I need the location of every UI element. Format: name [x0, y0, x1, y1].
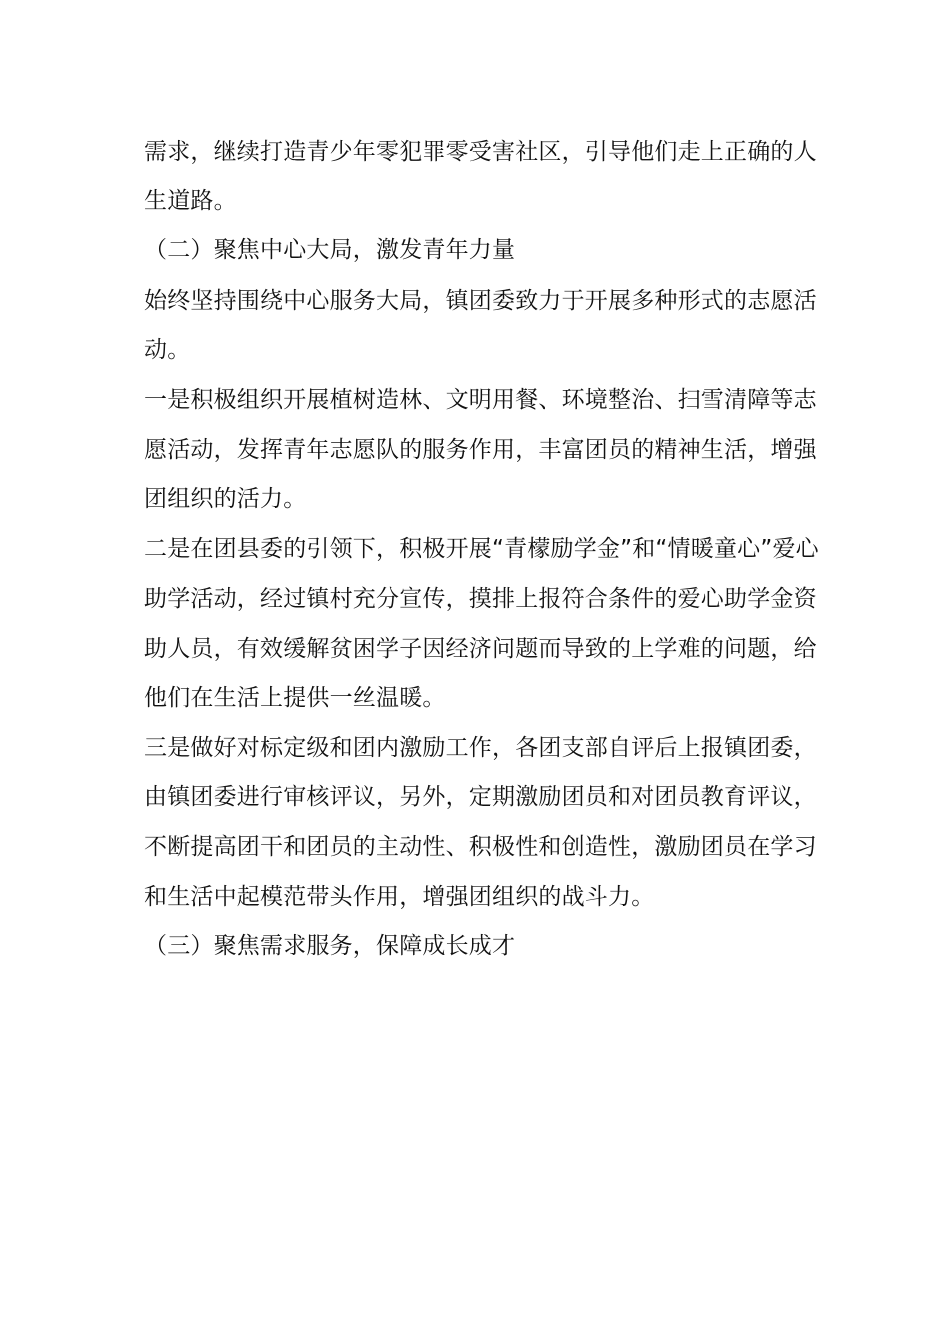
body-text-line: 愿活动，发挥青年志愿队的服务作用，丰富团员的精神生活，增强	[144, 437, 817, 463]
body-text-line: 和生活中起模范带头作用，增强团组织的战斗力。	[144, 884, 655, 910]
body-text-line: 一是积极组织开展植树造林、文明用餐、环境整治、扫雪清障等志	[144, 387, 817, 413]
section-heading: （二）聚焦中心大局，激发青年力量	[144, 237, 516, 263]
body-text-line: 生道路。	[144, 188, 237, 214]
body-text-line: 三是做好对标定级和团内激励工作，各团支部自评后上报镇团委，	[144, 735, 817, 761]
body-text-line: 他们在生活上提供一丝温暖。	[144, 685, 446, 711]
body-text-line: 不断提高团干和团员的主动性、积极性和创造性，激励团员在学习	[144, 834, 817, 860]
body-text-line: 由镇团委进行审核评议，另外，定期激励团员和对团员教育评议，	[144, 784, 817, 810]
body-text-line: 二是在团县委的引领下，积极开展“青檬励学金”和“情暖童心”爱心	[144, 536, 819, 562]
body-text-line: 动。	[144, 337, 191, 363]
body-text-line: 需求，继续打造青少年零犯罪零受害社区，引导他们走上正确的人	[144, 139, 817, 165]
body-text-line: 助学活动，经过镇村充分宣传，摸排上报符合条件的爱心助学金资	[144, 586, 817, 612]
body-text-line: 始终坚持围绕中心服务大局，镇团委致力于开展多种形式的志愿活	[144, 288, 817, 314]
body-text-line: 助人员，有效缓解贫困学子因经济问题而导致的上学难的问题，给	[144, 636, 817, 662]
section-heading: （三）聚焦需求服务，保障成长成才	[144, 933, 516, 959]
body-text-line: 团组织的活力。	[144, 486, 307, 512]
